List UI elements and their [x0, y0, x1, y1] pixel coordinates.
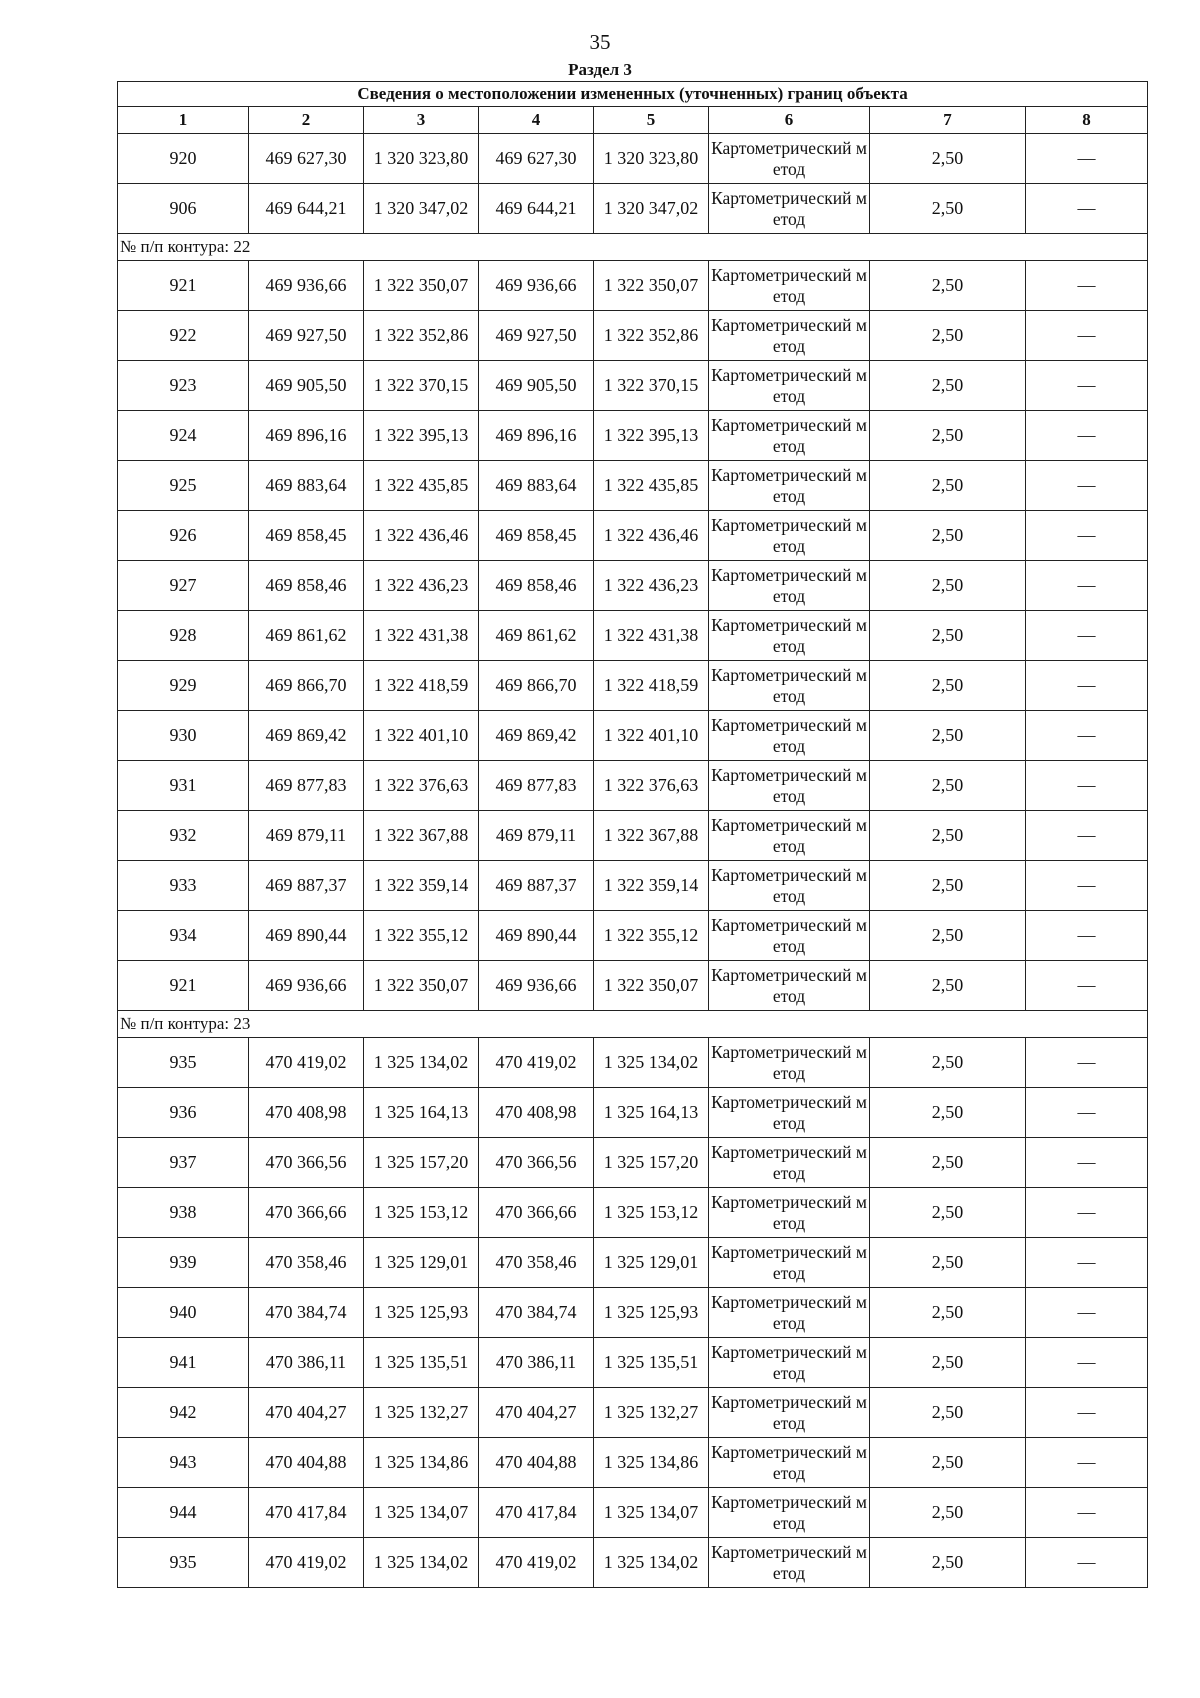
point-number-cell: 935	[118, 1538, 249, 1588]
x-new-cell: 470 419,02	[479, 1038, 594, 1088]
y-old-cell: 1 325 134,86	[364, 1438, 479, 1488]
x-old-cell: 470 386,11	[249, 1338, 364, 1388]
y-new-cell: 1 325 164,13	[594, 1088, 709, 1138]
description-cell: —	[1026, 561, 1148, 611]
y-old-cell: 1 325 153,12	[364, 1188, 479, 1238]
description-cell: —	[1026, 1138, 1148, 1188]
method-cell: Картометрический метод	[709, 611, 870, 661]
description-cell: —	[1026, 1438, 1148, 1488]
point-number-cell: 932	[118, 811, 249, 861]
x-new-cell: 470 384,74	[479, 1288, 594, 1338]
contour-label: № п/п контура: 22	[118, 234, 1148, 261]
table-row	[118, 711, 1148, 761]
x-old-cell: 469 887,37	[249, 861, 364, 911]
y-new-cell: 1 322 359,14	[594, 861, 709, 911]
y-new-cell: 1 320 347,02	[594, 184, 709, 234]
description-cell: —	[1026, 134, 1148, 184]
point-number-cell: 928	[118, 611, 249, 661]
y-new-cell: 1 325 132,27	[594, 1388, 709, 1438]
description-cell: —	[1026, 261, 1148, 311]
table-row	[118, 761, 1148, 811]
y-old-cell: 1 320 347,02	[364, 184, 479, 234]
x-old-cell: 469 877,83	[249, 761, 364, 811]
y-new-cell: 1 322 435,85	[594, 461, 709, 511]
description-cell: —	[1026, 961, 1148, 1011]
y-new-cell: 1 325 129,01	[594, 1238, 709, 1288]
y-new-cell: 1 322 431,38	[594, 611, 709, 661]
y-new-cell: 1 325 134,02	[594, 1038, 709, 1088]
description-cell: —	[1026, 911, 1148, 961]
description-cell: —	[1026, 311, 1148, 361]
description-cell: —	[1026, 1488, 1148, 1538]
point-number-cell: 937	[118, 1138, 249, 1188]
x-new-cell: 470 419,02	[479, 1538, 594, 1588]
x-old-cell: 469 927,50	[249, 311, 364, 361]
method-cell: Картометрический метод	[709, 134, 870, 184]
column-header: 1	[118, 107, 249, 134]
accuracy-cell: 2,50	[870, 1388, 1026, 1438]
point-number-cell: 927	[118, 561, 249, 611]
page-number: 35	[589, 30, 611, 54]
point-number-cell: 906	[118, 184, 249, 234]
table-row	[118, 1088, 1148, 1138]
accuracy-cell: 2,50	[870, 661, 1026, 711]
y-new-cell: 1 322 436,46	[594, 511, 709, 561]
y-old-cell: 1 322 350,07	[364, 261, 479, 311]
point-number-cell: 941	[118, 1338, 249, 1388]
x-new-cell: 470 404,88	[479, 1438, 594, 1488]
column-header: 4	[479, 107, 594, 134]
y-old-cell: 1 322 431,38	[364, 611, 479, 661]
x-old-cell: 470 417,84	[249, 1488, 364, 1538]
x-new-cell: 470 386,11	[479, 1338, 594, 1388]
table-row	[118, 184, 1148, 234]
x-old-cell: 470 404,88	[249, 1438, 364, 1488]
x-old-cell: 469 883,64	[249, 461, 364, 511]
description-cell: —	[1026, 1538, 1148, 1588]
y-new-cell: 1 325 125,93	[594, 1288, 709, 1338]
accuracy-cell: 2,50	[870, 261, 1026, 311]
method-cell: Картометрический метод	[709, 561, 870, 611]
x-new-cell: 469 905,50	[479, 361, 594, 411]
table-row	[118, 911, 1148, 961]
x-old-cell: 469 627,30	[249, 134, 364, 184]
point-number-cell: 924	[118, 411, 249, 461]
x-old-cell: 469 936,66	[249, 261, 364, 311]
x-new-cell: 469 877,83	[479, 761, 594, 811]
accuracy-cell: 2,50	[870, 1038, 1026, 1088]
column-header: 8	[1026, 107, 1148, 134]
table-row	[118, 1438, 1148, 1488]
point-number-cell: 936	[118, 1088, 249, 1138]
description-cell: —	[1026, 811, 1148, 861]
table-row	[118, 1138, 1148, 1188]
method-cell: Картометрический метод	[709, 361, 870, 411]
method-cell: Картометрический метод	[709, 1338, 870, 1388]
description-cell: —	[1026, 661, 1148, 711]
description-cell: —	[1026, 1338, 1148, 1388]
x-new-cell: 470 417,84	[479, 1488, 594, 1538]
table-row	[118, 134, 1148, 184]
point-number-cell: 938	[118, 1188, 249, 1238]
table-row	[118, 361, 1148, 411]
y-old-cell: 1 322 401,10	[364, 711, 479, 761]
description-cell: —	[1026, 184, 1148, 234]
accuracy-cell: 2,50	[870, 561, 1026, 611]
point-number-cell: 942	[118, 1388, 249, 1438]
y-old-cell: 1 325 135,51	[364, 1338, 479, 1388]
point-number-cell: 925	[118, 461, 249, 511]
description-cell: —	[1026, 711, 1148, 761]
method-cell: Картометрический метод	[709, 1138, 870, 1188]
point-number-cell: 939	[118, 1238, 249, 1288]
accuracy-cell: 2,50	[870, 761, 1026, 811]
y-old-cell: 1 322 418,59	[364, 661, 479, 711]
column-header-row	[118, 107, 1148, 134]
description-cell: —	[1026, 361, 1148, 411]
y-new-cell: 1 322 352,86	[594, 311, 709, 361]
y-new-cell: 1 322 350,07	[594, 961, 709, 1011]
x-new-cell: 470 358,46	[479, 1238, 594, 1288]
method-cell: Картометрический метод	[709, 511, 870, 561]
x-new-cell: 469 936,66	[479, 961, 594, 1011]
method-cell: Картометрический метод	[709, 261, 870, 311]
y-new-cell: 1 325 134,07	[594, 1488, 709, 1538]
y-new-cell: 1 325 134,86	[594, 1438, 709, 1488]
y-new-cell: 1 325 157,20	[594, 1138, 709, 1188]
method-cell: Картометрический метод	[709, 761, 870, 811]
y-old-cell: 1 320 323,80	[364, 134, 479, 184]
method-cell: Картометрический метод	[709, 411, 870, 461]
column-header: 2	[249, 107, 364, 134]
description-cell: —	[1026, 1388, 1148, 1438]
y-old-cell: 1 325 157,20	[364, 1138, 479, 1188]
accuracy-cell: 2,50	[870, 861, 1026, 911]
x-new-cell: 469 936,66	[479, 261, 594, 311]
accuracy-cell: 2,50	[870, 461, 1026, 511]
method-cell: Картометрический метод	[709, 1038, 870, 1088]
description-cell: —	[1026, 411, 1148, 461]
x-old-cell: 470 419,02	[249, 1538, 364, 1588]
table-row	[118, 661, 1148, 711]
x-old-cell: 469 890,44	[249, 911, 364, 961]
accuracy-cell: 2,50	[870, 1538, 1026, 1588]
x-new-cell: 470 408,98	[479, 1088, 594, 1138]
point-number-cell: 930	[118, 711, 249, 761]
table-row	[118, 1488, 1148, 1538]
description-cell: —	[1026, 1238, 1148, 1288]
point-number-cell: 921	[118, 261, 249, 311]
description-cell: —	[1026, 511, 1148, 561]
accuracy-cell: 2,50	[870, 1138, 1026, 1188]
table-caption-row	[118, 82, 1148, 107]
method-cell: Картометрический метод	[709, 661, 870, 711]
y-new-cell: 1 322 395,13	[594, 411, 709, 461]
point-number-cell: 926	[118, 511, 249, 561]
description-cell: —	[1026, 1038, 1148, 1088]
column-header: 6	[709, 107, 870, 134]
x-old-cell: 469 869,42	[249, 711, 364, 761]
description-cell: —	[1026, 1188, 1148, 1238]
y-old-cell: 1 325 134,07	[364, 1488, 479, 1538]
column-header: 7	[870, 107, 1026, 134]
contour-row	[118, 1011, 1148, 1038]
y-old-cell: 1 325 164,13	[364, 1088, 479, 1138]
point-number-cell: 931	[118, 761, 249, 811]
y-new-cell: 1 322 367,88	[594, 811, 709, 861]
y-new-cell: 1 325 134,02	[594, 1538, 709, 1588]
accuracy-cell: 2,50	[870, 1338, 1026, 1388]
point-number-cell: 920	[118, 134, 249, 184]
point-number-cell: 923	[118, 361, 249, 411]
accuracy-cell: 2,50	[870, 411, 1026, 461]
accuracy-cell: 2,50	[870, 1488, 1026, 1538]
point-number-cell: 943	[118, 1438, 249, 1488]
x-new-cell: 470 366,56	[479, 1138, 594, 1188]
x-old-cell: 469 858,45	[249, 511, 364, 561]
x-old-cell: 469 861,62	[249, 611, 364, 661]
y-old-cell: 1 325 134,02	[364, 1538, 479, 1588]
y-new-cell: 1 322 376,63	[594, 761, 709, 811]
x-old-cell: 469 879,11	[249, 811, 364, 861]
contour-row	[118, 234, 1148, 261]
description-cell: —	[1026, 761, 1148, 811]
method-cell: Картометрический метод	[709, 1488, 870, 1538]
x-old-cell: 470 419,02	[249, 1038, 364, 1088]
accuracy-cell: 2,50	[870, 1088, 1026, 1138]
table-row	[118, 961, 1148, 1011]
y-new-cell: 1 325 135,51	[594, 1338, 709, 1388]
x-old-cell: 469 905,50	[249, 361, 364, 411]
table-row	[118, 1038, 1148, 1088]
y-old-cell: 1 325 125,93	[364, 1288, 479, 1338]
x-new-cell: 469 890,44	[479, 911, 594, 961]
table-row	[118, 1338, 1148, 1388]
x-new-cell: 469 896,16	[479, 411, 594, 461]
column-header: 5	[594, 107, 709, 134]
method-cell: Картометрический метод	[709, 1538, 870, 1588]
description-cell: —	[1026, 1088, 1148, 1138]
x-new-cell: 470 404,27	[479, 1388, 594, 1438]
y-new-cell: 1 320 323,80	[594, 134, 709, 184]
boundary-table	[117, 81, 1148, 1588]
y-old-cell: 1 325 134,02	[364, 1038, 479, 1088]
y-old-cell: 1 322 359,14	[364, 861, 479, 911]
point-number-cell: 935	[118, 1038, 249, 1088]
accuracy-cell: 2,50	[870, 1438, 1026, 1488]
table-caption: Сведения о местоположении измененных (уточненных) границ объекта	[118, 82, 1148, 107]
section-title: Раздел 3	[568, 60, 632, 79]
method-cell: Картометрический метод	[709, 1288, 870, 1338]
x-new-cell: 469 887,37	[479, 861, 594, 911]
y-new-cell: 1 325 153,12	[594, 1188, 709, 1238]
contour-label: № п/п контура: 23	[118, 1011, 1148, 1038]
x-old-cell: 470 366,56	[249, 1138, 364, 1188]
accuracy-cell: 2,50	[870, 711, 1026, 761]
x-new-cell: 469 869,42	[479, 711, 594, 761]
table-row	[118, 1188, 1148, 1238]
method-cell: Картометрический метод	[709, 961, 870, 1011]
x-old-cell: 470 404,27	[249, 1388, 364, 1438]
y-old-cell: 1 322 436,46	[364, 511, 479, 561]
accuracy-cell: 2,50	[870, 811, 1026, 861]
table-row	[118, 861, 1148, 911]
table-row	[118, 811, 1148, 861]
accuracy-cell: 2,50	[870, 511, 1026, 561]
point-number-cell: 929	[118, 661, 249, 711]
table-row	[118, 511, 1148, 561]
method-cell: Картометрический метод	[709, 1188, 870, 1238]
x-old-cell: 470 358,46	[249, 1238, 364, 1288]
table-row	[118, 1538, 1148, 1588]
method-cell: Картометрический метод	[709, 1388, 870, 1438]
x-new-cell: 469 879,11	[479, 811, 594, 861]
table-row	[118, 611, 1148, 661]
method-cell: Картометрический метод	[709, 1438, 870, 1488]
x-new-cell: 469 883,64	[479, 461, 594, 511]
x-old-cell: 469 896,16	[249, 411, 364, 461]
x-new-cell: 469 866,70	[479, 661, 594, 711]
x-new-cell: 469 858,46	[479, 561, 594, 611]
y-old-cell: 1 322 435,85	[364, 461, 479, 511]
accuracy-cell: 2,50	[870, 1238, 1026, 1288]
y-old-cell: 1 322 370,15	[364, 361, 479, 411]
method-cell: Картометрический метод	[709, 861, 870, 911]
accuracy-cell: 2,50	[870, 911, 1026, 961]
x-new-cell: 469 858,45	[479, 511, 594, 561]
method-cell: Картометрический метод	[709, 184, 870, 234]
x-new-cell: 469 861,62	[479, 611, 594, 661]
table-row	[118, 461, 1148, 511]
method-cell: Картометрический метод	[709, 1238, 870, 1288]
x-new-cell: 469 927,50	[479, 311, 594, 361]
point-number-cell: 934	[118, 911, 249, 961]
x-old-cell: 470 384,74	[249, 1288, 364, 1338]
method-cell: Картометрический метод	[709, 311, 870, 361]
table-row	[118, 1238, 1148, 1288]
accuracy-cell: 2,50	[870, 611, 1026, 661]
accuracy-cell: 2,50	[870, 961, 1026, 1011]
table-row	[118, 561, 1148, 611]
y-old-cell: 1 322 436,23	[364, 561, 479, 611]
method-cell: Картометрический метод	[709, 711, 870, 761]
y-old-cell: 1 322 367,88	[364, 811, 479, 861]
accuracy-cell: 2,50	[870, 1188, 1026, 1238]
point-number-cell: 933	[118, 861, 249, 911]
y-new-cell: 1 322 350,07	[594, 261, 709, 311]
accuracy-cell: 2,50	[870, 311, 1026, 361]
method-cell: Картометрический метод	[709, 461, 870, 511]
x-new-cell: 470 366,66	[479, 1188, 594, 1238]
y-old-cell: 1 322 350,07	[364, 961, 479, 1011]
table-row	[118, 311, 1148, 361]
y-new-cell: 1 322 436,23	[594, 561, 709, 611]
accuracy-cell: 2,50	[870, 184, 1026, 234]
accuracy-cell: 2,50	[870, 134, 1026, 184]
point-number-cell: 940	[118, 1288, 249, 1338]
table-row	[118, 1288, 1148, 1338]
x-old-cell: 469 866,70	[249, 661, 364, 711]
table-row	[118, 261, 1148, 311]
x-old-cell: 470 366,66	[249, 1188, 364, 1238]
y-old-cell: 1 322 355,12	[364, 911, 479, 961]
y-new-cell: 1 322 370,15	[594, 361, 709, 411]
point-number-cell: 922	[118, 311, 249, 361]
x-new-cell: 469 644,21	[479, 184, 594, 234]
method-cell: Картометрический метод	[709, 911, 870, 961]
y-old-cell: 1 325 132,27	[364, 1388, 479, 1438]
point-number-cell: 944	[118, 1488, 249, 1538]
description-cell: —	[1026, 1288, 1148, 1338]
x-old-cell: 470 408,98	[249, 1088, 364, 1138]
x-old-cell: 469 644,21	[249, 184, 364, 234]
y-new-cell: 1 322 401,10	[594, 711, 709, 761]
y-old-cell: 1 322 376,63	[364, 761, 479, 811]
method-cell: Картометрический метод	[709, 1088, 870, 1138]
accuracy-cell: 2,50	[870, 361, 1026, 411]
description-cell: —	[1026, 861, 1148, 911]
accuracy-cell: 2,50	[870, 1288, 1026, 1338]
y-old-cell: 1 325 129,01	[364, 1238, 479, 1288]
y-old-cell: 1 322 395,13	[364, 411, 479, 461]
table-row	[118, 1388, 1148, 1438]
description-cell: —	[1026, 461, 1148, 511]
y-old-cell: 1 322 352,86	[364, 311, 479, 361]
column-header: 3	[364, 107, 479, 134]
x-old-cell: 469 858,46	[249, 561, 364, 611]
description-cell: —	[1026, 611, 1148, 661]
x-old-cell: 469 936,66	[249, 961, 364, 1011]
method-cell: Картометрический метод	[709, 811, 870, 861]
table-row	[118, 411, 1148, 461]
point-number-cell: 921	[118, 961, 249, 1011]
y-new-cell: 1 322 355,12	[594, 911, 709, 961]
table-body	[118, 82, 1148, 1588]
x-new-cell: 469 627,30	[479, 134, 594, 184]
y-new-cell: 1 322 418,59	[594, 661, 709, 711]
